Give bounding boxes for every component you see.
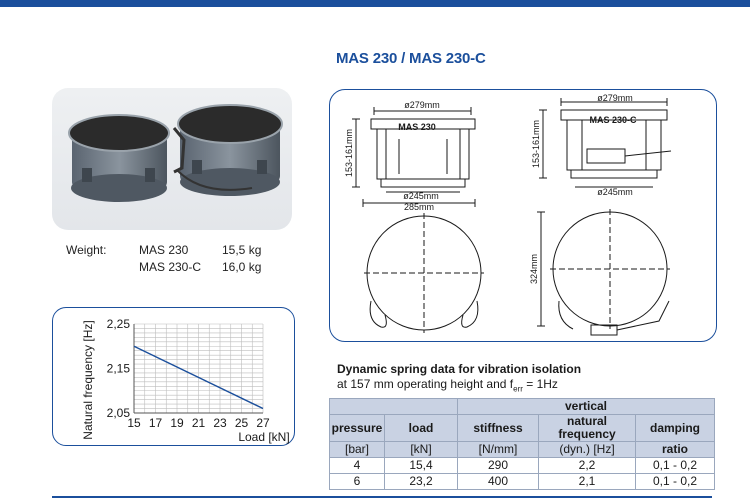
technical-drawing (329, 89, 715, 340)
weight-label: Weight: (66, 243, 107, 257)
table-cell: 23,2 (385, 474, 458, 490)
product-photo (52, 88, 292, 230)
table-cell: 0,1 - 0,2 (636, 458, 715, 474)
table-group-header: vertical (458, 399, 715, 415)
spring-data-table (329, 398, 715, 490)
table-cell: 290 (458, 458, 539, 474)
x-tick-label: 27 (256, 416, 270, 430)
table-cell: 15,4 (385, 458, 458, 474)
table-cell: 0,1 - 0,2 (636, 474, 715, 490)
dim-inner-left: ø245mm (403, 191, 439, 201)
chart-y-ticks (107, 317, 131, 420)
dim-top-left: ø279mm (404, 100, 440, 110)
table-unit-pressure: [bar] (330, 442, 385, 458)
chart-x-label: Load [kN] (238, 430, 290, 444)
model-label-right: MAS 230-C (589, 115, 637, 125)
x-tick-label: 23 (213, 416, 227, 430)
weight-value: 16,0 kg (222, 260, 262, 274)
weight-value: 15,5 kg (222, 243, 262, 257)
table-unit-load: [kN] (385, 442, 458, 458)
table-unit-damping: ratio (636, 442, 715, 458)
spring-data-subtitle (337, 377, 558, 393)
table-cell: 400 (458, 474, 539, 490)
table-header-damping: damping (636, 415, 715, 442)
table-row (330, 474, 715, 490)
subtitle-prefix: at 157 mm operating height and f (337, 377, 514, 391)
page-title: MAS 230 / MAS 230-C (336, 50, 486, 67)
x-tick-label: 15 (127, 416, 141, 430)
dim-inner-right: ø245mm (597, 187, 633, 197)
x-tick-label: 25 (234, 416, 249, 430)
y-tick-label: 2,15 (106, 361, 130, 376)
dim-height-right: 153-161mm (531, 119, 541, 169)
table-row (330, 458, 715, 474)
chart-y-label: Natural frequency [Hz] (81, 320, 95, 440)
subtitle-suffix: = 1Hz (522, 377, 558, 391)
chart-x-ticks (127, 416, 270, 430)
frequency-chart (52, 307, 295, 447)
dim-depth-right: 324mm (529, 253, 539, 285)
table-cell: 2,2 (539, 458, 636, 474)
dim-width-left: 285mm (403, 202, 435, 212)
table-header-stiffness: stiffness (458, 415, 539, 442)
top-accent-bar (0, 0, 750, 7)
subtitle-sub: err (513, 384, 523, 394)
x-tick-label: 19 (170, 416, 184, 430)
table-header-pressure: pressure (330, 415, 385, 442)
spring-data-title: Dynamic spring data for vibration isolation (337, 362, 582, 376)
table-cell: 4 (330, 458, 385, 474)
table-header-empty (330, 399, 458, 415)
product-photo-illustration (52, 88, 292, 230)
weight-model: MAS 230 (139, 243, 189, 257)
weight-model: MAS 230-C (139, 260, 202, 274)
table-cell: 2,1 (539, 474, 636, 490)
table-cell: 6 (330, 474, 385, 490)
y-tick-label: 2,25 (106, 317, 130, 331)
dim-top-right: ø279mm (597, 93, 633, 103)
x-tick-label: 21 (191, 416, 206, 430)
table-unit-frequency: (dyn.) [Hz] (539, 442, 636, 458)
table-header-load: load (385, 415, 458, 442)
x-tick-label: 17 (148, 416, 163, 430)
bottom-rule (52, 496, 712, 498)
table-header-frequency: natural frequency (539, 415, 636, 442)
dim-height-left: 153-161mm (344, 128, 354, 178)
model-label-left: MAS 230 (398, 122, 436, 132)
table-unit-stiffness: [N/mm] (458, 442, 539, 458)
y-tick-label: 2,05 (106, 406, 130, 420)
